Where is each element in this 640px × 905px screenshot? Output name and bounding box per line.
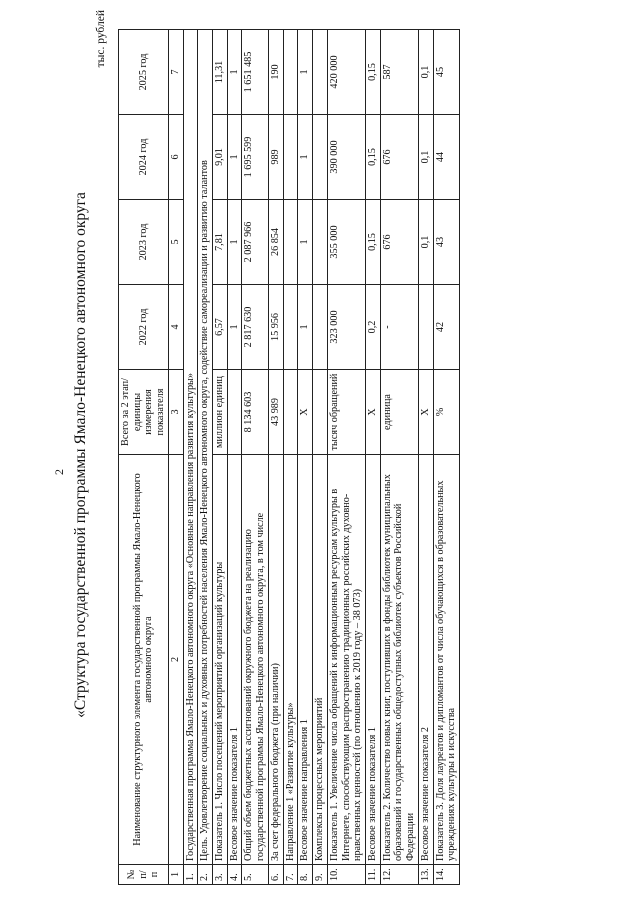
row-value-2025: 190 [268,30,283,115]
table-row [213,30,228,885]
row-value-2022 [418,285,433,370]
table-row-full [183,30,198,885]
row-total [313,370,328,455]
row-value-2022: 0,2 [365,285,380,370]
row-value-2023: 1 [227,200,242,285]
row-value-2025: 1 [227,30,242,115]
header-cell: 2025 год [119,30,169,115]
row-number: 8. [298,865,313,885]
header-cell: Наименование структурного элемента государственной программы Ямало-Ненецкого автономного округа [119,455,169,865]
row-value-2024: 1 [227,115,242,200]
row-total: X [365,370,380,455]
row-value-2023: 355 000 [327,200,365,285]
row-value-2022: 2 817 630 [242,285,268,370]
column-number-cell: 3 [168,370,183,455]
row-total: 43 989 [268,370,283,455]
column-number-cell: 6 [168,115,183,200]
row-number: 6. [268,865,283,885]
row-total: % [433,370,459,455]
column-number-cell: 2 [168,455,183,865]
row-value-2024: 1 695 599 [242,115,268,200]
row-total: 8 134 603 [242,370,268,455]
row-name: Общий объем бюджетных ассигнований окружного бюджета на реализацию государственной программы Ямало-Ненецкого автономного округа, в том числе [242,455,268,865]
row-value-2022: 42 [433,285,459,370]
row-value-2024 [313,115,328,200]
row-number: 12. [380,865,418,885]
row-number: 13. [418,865,433,885]
row-value-2023: 1 [298,200,313,285]
document-title: «Структура государственной программы Ямало-Ненецкого автономного округа [72,192,89,718]
row-value-2025: 0,15 [365,30,380,115]
header-cell: Всего за 2 этап/ единицы измерения показателя [119,370,169,455]
table-row [418,30,433,885]
row-value-2023: 676 [380,200,418,285]
row-value-2024: 989 [268,115,283,200]
row-value-2022: 1 [227,285,242,370]
row-value-2024: 0,1 [418,115,433,200]
row-number: 10. [327,865,365,885]
column-number-cell: 5 [168,200,183,285]
header-cell: № п/п [119,865,169,885]
row-value-2022 [313,285,328,370]
row-name: Весовое значение показателя 1 [365,455,380,865]
row-value-2022: 15 956 [268,285,283,370]
row-value-2025 [313,30,328,115]
row-total [283,370,298,455]
row-value-2023: 2 087 966 [242,200,268,285]
program-structure-table [118,29,460,885]
row-number: 14. [433,865,459,885]
row-total: X [418,370,433,455]
row-value-2023 [283,200,298,285]
row-name: Показатель 1. Увеличение числа обращений к информационным ресурсам культуры в Интернете, способствующим распространению традиционных российских духовно-нравственных ценностей (по отношению к 2019 году – 38 073) [327,455,365,865]
row-value-2024: 9,01 [213,115,228,200]
row-number: 9. [313,865,328,885]
row-value-2025: 11,31 [213,30,228,115]
row-value-2025 [283,30,298,115]
row-value-2025: 1 [298,30,313,115]
row-name: Показатель 3. Доля лауреатов и дипломантов от числа обучающихся в образовательных учреждениях культуры и искусства [433,455,459,865]
row-value-2023: 0,1 [418,200,433,285]
row-value-2024: 390 000 [327,115,365,200]
column-number-cell: 4 [168,285,183,370]
table-row [227,30,242,885]
table-row [380,30,418,885]
row-number: 11. [365,865,380,885]
row-value-2023: 26 854 [268,200,283,285]
row-value-2023: 7,81 [213,200,228,285]
row-value-2022: 1 [298,285,313,370]
row-total: миллион единиц [213,370,228,455]
column-number-row [168,30,183,885]
row-value-2024: 44 [433,115,459,200]
row-number: 5. [242,865,268,885]
header-cell: 2023 год [119,200,169,285]
row-number: 7. [283,865,298,885]
row-value-2023 [313,200,328,285]
table-row [313,30,328,885]
header-row [119,30,169,885]
row-value-2025: 587 [380,30,418,115]
row-name: Показатель 1. Число посещений мероприятий организаций культуры [213,455,228,865]
row-value-2025: 420 000 [327,30,365,115]
row-name: Весовое значение направления 1 [298,455,313,865]
unit-note: тыс. рублей [95,10,107,68]
row-value-2022: 6,57 [213,285,228,370]
row-value-2024: 1 [298,115,313,200]
row-value-2023: 0,15 [365,200,380,285]
row-value-2024 [283,115,298,200]
row-number: 4. [227,865,242,885]
row-name: За счет федерального бюджета (при наличии) [268,455,283,865]
table-row [365,30,380,885]
row-value-2024: 676 [380,115,418,200]
row-name: Весовое значение показателя 2 [418,455,433,865]
row-name: Комплексы процессных мероприятий [313,455,328,865]
row-value-2024: 0,15 [365,115,380,200]
header-cell: 2022 год [119,285,169,370]
table-row [298,30,313,885]
row-name: Показатель 2. Количество новых книг, поступивших в фонды библиотек муниципальных образований и государственных общедоступных библиотек субъектов Российской Федерации [380,455,418,865]
row-number: 3. [213,865,228,885]
table-row [268,30,283,885]
column-number-cell: 7 [168,30,183,115]
table-row [327,30,365,885]
row-total: единица [380,370,418,455]
page-number: 2 [52,469,66,475]
row-total [227,370,242,455]
column-number-cell: 1 [168,865,183,885]
table-row-full [198,30,213,885]
header-cell: 2024 год [119,115,169,200]
row-total: тысяч обращений [327,370,365,455]
row-value-2022: 323 000 [327,285,365,370]
row-name: Направление 1 «Развитие культуры» [283,455,298,865]
row-total: X [298,370,313,455]
row-full-text: Государственная программа Ямало-Ненецкого автономного округа «Основные направления развития культуры» [183,30,198,865]
row-name: Весовое значение показателя 1 [227,455,242,865]
row-number: 1. [183,865,198,885]
row-value-2023: 43 [433,200,459,285]
row-value-2022 [283,285,298,370]
row-value-2025: 1 651 485 [242,30,268,115]
row-value-2025: 45 [433,30,459,115]
table-row [242,30,268,885]
row-full-text: Цель. Удовлетворение социальных и духовных потребностей населения Ямало-Ненецкого автономного округа, содействие самореализации и развитию талантов [198,30,213,865]
row-value-2025: 0,1 [418,30,433,115]
table-row [433,30,459,885]
row-number: 2. [198,865,213,885]
row-value-2022: - [380,285,418,370]
table-row [283,30,298,885]
